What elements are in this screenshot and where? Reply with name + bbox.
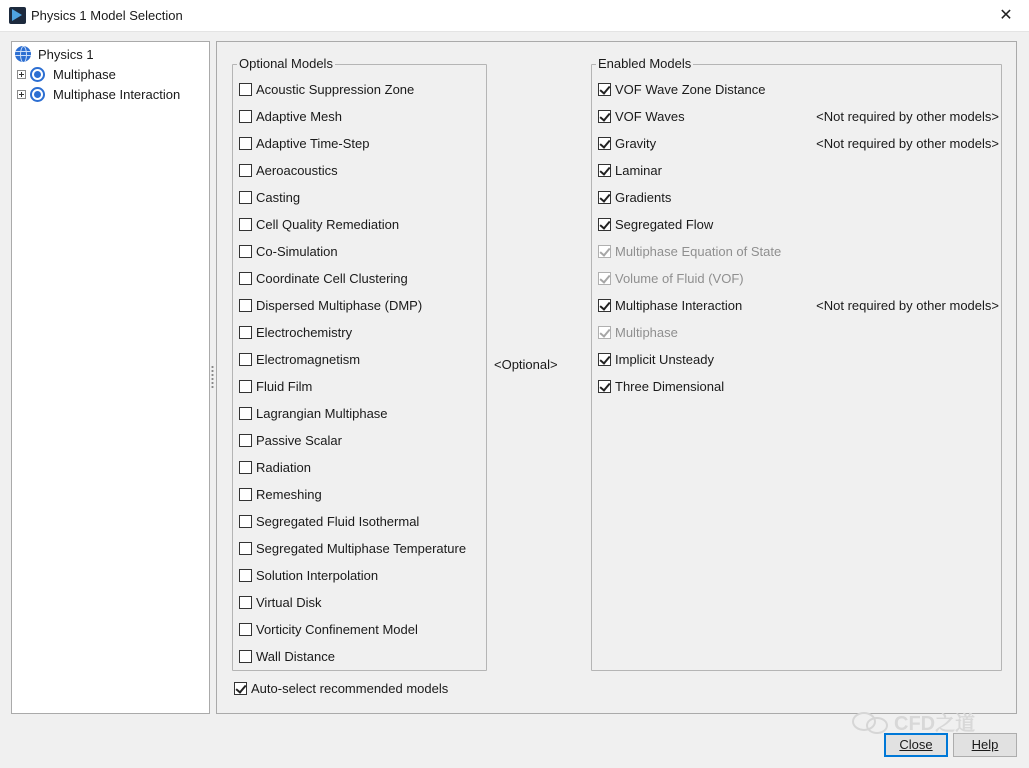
optional-model-remeshing[interactable] — [239, 485, 322, 503]
optional-model-passive-scalar[interactable] — [239, 431, 342, 449]
title-bar — [0, 0, 1029, 32]
checkbox-icon[interactable] — [598, 83, 611, 96]
model-label: Fluid Film — [256, 378, 313, 394]
auto-select-checkbox[interactable] — [234, 679, 448, 697]
tree-node-label: Multiphase — [53, 66, 116, 82]
model-label: Dispersed Multiphase (DMP) — [256, 297, 423, 313]
optional-model-electromagnetism[interactable] — [239, 350, 360, 368]
expand-plus-icon[interactable] — [17, 70, 26, 79]
watermark — [852, 708, 1002, 734]
wechat-icon — [852, 710, 888, 732]
model-label: Virtual Disk — [256, 594, 322, 610]
optional-model-solution-interpolation[interactable] — [239, 566, 378, 584]
checkbox-icon[interactable] — [598, 353, 611, 366]
enabled-model-gradients[interactable] — [598, 188, 1001, 206]
enabled-models-title: Enabled Models — [598, 56, 692, 71]
checkbox-icon[interactable] — [239, 623, 252, 636]
model-label: Acoustic Suppression Zone — [256, 81, 415, 97]
optional-model-electrochemistry[interactable] — [239, 323, 352, 341]
model-label: VOF Waves — [615, 108, 685, 124]
window-close-button[interactable]: ✕ — [999, 7, 1013, 24]
optional-model-segregated-fluid-isothermal[interactable] — [239, 512, 419, 530]
optional-model-wall-distance[interactable] — [239, 647, 335, 665]
model-label: Gravity — [615, 135, 657, 151]
model-label: Lagrangian Multiphase — [256, 405, 388, 421]
model-label: Gradients — [615, 189, 672, 205]
model-label: Multiphase Interaction — [615, 297, 743, 313]
dependency-note: <Not required by other models> — [816, 135, 999, 151]
enabled-model-three-dimensional[interactable] — [598, 377, 1001, 395]
optional-model-vorticity-confinement-model[interactable] — [239, 620, 418, 638]
optional-model-casting[interactable] — [239, 188, 300, 206]
enabled-model-multiphase-interaction[interactable] — [598, 296, 1001, 314]
model-label: Segregated Multiphase Temperature — [256, 540, 467, 556]
checkbox-icon[interactable] — [239, 434, 252, 447]
enabled-model-volume-of-fluid-vof — [598, 269, 1001, 287]
model-label: Cell Quality Remediation — [256, 216, 400, 232]
checkbox-icon[interactable] — [598, 380, 611, 393]
checkbox-icon[interactable] — [239, 380, 252, 393]
checkbox-icon[interactable] — [239, 569, 252, 582]
checkbox-icon[interactable] — [239, 218, 252, 231]
checkbox-icon[interactable] — [598, 299, 611, 312]
checkbox-icon[interactable] — [239, 515, 252, 528]
model-label: Remeshing — [256, 486, 322, 502]
optional-model-co-simulation[interactable] — [239, 242, 338, 260]
globe-icon — [15, 46, 31, 62]
close-button-label: Close — [899, 737, 933, 752]
enabled-models-group — [591, 56, 1002, 671]
checkbox-icon[interactable] — [239, 191, 252, 204]
tree-node-physics-1[interactable] — [15, 44, 94, 64]
help-button[interactable] — [953, 733, 1017, 757]
checkbox-icon[interactable] — [598, 191, 611, 204]
checkbox-icon[interactable] — [239, 407, 252, 420]
checkbox-icon[interactable] — [239, 326, 252, 339]
model-label: Electromagnetism — [256, 351, 361, 367]
model-label: VOF Wave Zone Distance — [615, 81, 766, 97]
checkbox-icon — [598, 272, 611, 285]
optional-model-segregated-multiphase-temperature[interactable] — [239, 539, 466, 557]
model-label: Adaptive Mesh — [256, 108, 342, 124]
model-label: Multiphase — [615, 324, 678, 340]
dependency-note: <Not required by other models> — [816, 108, 999, 124]
optional-model-lagrangian-multiphase[interactable] — [239, 404, 388, 422]
checkbox-icon[interactable] — [239, 164, 252, 177]
dependency-note: <Not required by other models> — [816, 297, 999, 313]
optional-model-adaptive-time-step[interactable] — [239, 134, 369, 152]
checkbox-icon[interactable] — [239, 110, 252, 123]
tree-node-label: Physics 1 — [38, 46, 94, 62]
checkbox-icon — [598, 326, 611, 339]
close-button[interactable] — [884, 733, 948, 757]
enabled-model-segregated-flow[interactable] — [598, 215, 1001, 233]
optional-model-dispersed-multiphase-dmp[interactable] — [239, 296, 422, 314]
model-label: Laminar — [615, 162, 662, 178]
optional-indicator: <Optional> — [494, 357, 558, 372]
optional-model-radiation[interactable] — [239, 458, 311, 476]
model-label: Segregated Flow — [615, 216, 714, 232]
model-label: Vorticity Confinement Model — [256, 621, 418, 637]
model-label: Wall Distance — [256, 648, 335, 664]
enabled-model-laminar[interactable] — [598, 161, 1001, 179]
app-logo-icon — [9, 7, 26, 24]
checkbox-icon — [598, 245, 611, 258]
model-label: Passive Scalar — [256, 432, 342, 448]
optional-model-acoustic-suppression-zone[interactable] — [239, 80, 414, 98]
model-icon — [30, 87, 45, 102]
optional-models-title: Optional Models — [239, 56, 333, 71]
checkbox-icon[interactable] — [239, 542, 252, 555]
auto-select-label: Auto-select recommended models — [251, 680, 449, 696]
optional-model-coordinate-cell-clustering[interactable] — [239, 269, 408, 287]
model-label: Electrochemistry — [256, 324, 353, 340]
model-label: Aeroacoustics — [256, 162, 338, 178]
checkbox-icon[interactable] — [234, 682, 247, 695]
checkbox-icon[interactable] — [239, 353, 252, 366]
model-label: Solution Interpolation — [256, 567, 379, 583]
model-label: Three Dimensional — [615, 378, 725, 394]
watermark-text: CFD之道 — [894, 712, 976, 735]
optional-models-group — [232, 56, 487, 671]
checkbox-icon[interactable] — [239, 83, 252, 96]
checkbox-icon[interactable] — [239, 245, 252, 258]
optional-model-adaptive-mesh[interactable] — [239, 107, 342, 125]
model-label: Casting — [256, 189, 301, 205]
enabled-model-implicit-unsteady[interactable] — [598, 350, 1001, 368]
model-icon — [30, 67, 45, 82]
optional-model-fluid-film[interactable] — [239, 377, 312, 395]
checkbox-icon[interactable] — [598, 164, 611, 177]
help-button-label: Help — [971, 737, 999, 752]
physics-tree-panel — [11, 41, 210, 714]
checkbox-icon[interactable] — [239, 488, 252, 501]
checkbox-icon[interactable] — [239, 137, 252, 150]
checkbox-icon[interactable] — [239, 272, 252, 285]
checkbox-icon[interactable] — [239, 650, 252, 663]
model-label: Volume of Fluid (VOF) — [615, 270, 744, 286]
window-title: Physics 1 Model Selection — [31, 8, 183, 23]
enabled-model-vof-waves[interactable] — [598, 107, 1001, 125]
tree-node-label: Multiphase Interaction — [53, 86, 181, 102]
checkbox-icon[interactable] — [239, 299, 252, 312]
checkbox-icon[interactable] — [598, 137, 611, 150]
model-label: Multiphase Equation of State — [615, 243, 782, 259]
model-label: Co-Simulation — [256, 243, 338, 259]
model-label: Radiation — [256, 459, 311, 475]
enabled-model-multiphase — [598, 323, 1001, 341]
checkbox-icon[interactable] — [598, 218, 611, 231]
model-label: Segregated Fluid Isothermal — [256, 513, 420, 529]
tree-node-multiphase[interactable] — [17, 64, 116, 84]
model-label: Coordinate Cell Clustering — [256, 270, 408, 286]
model-label: Implicit Unsteady — [615, 351, 714, 367]
checkbox-icon[interactable] — [239, 461, 252, 474]
enabled-model-gravity[interactable] — [598, 134, 1001, 152]
model-label: Adaptive Time-Step — [256, 135, 370, 151]
optional-model-cell-quality-remediation[interactable] — [239, 215, 399, 233]
tree-node-multiphase-interaction[interactable] — [17, 84, 180, 104]
enabled-model-vof-wave-zone-distance[interactable] — [598, 80, 1001, 98]
optional-model-aeroacoustics[interactable] — [239, 161, 338, 179]
checkbox-icon[interactable] — [239, 596, 252, 609]
expand-plus-icon[interactable] — [17, 90, 26, 99]
enabled-model-multiphase-equation-of-state — [598, 242, 1001, 260]
checkbox-icon[interactable] — [598, 110, 611, 123]
optional-model-virtual-disk[interactable] — [239, 593, 322, 611]
splitter-handle[interactable] — [211, 365, 214, 389]
